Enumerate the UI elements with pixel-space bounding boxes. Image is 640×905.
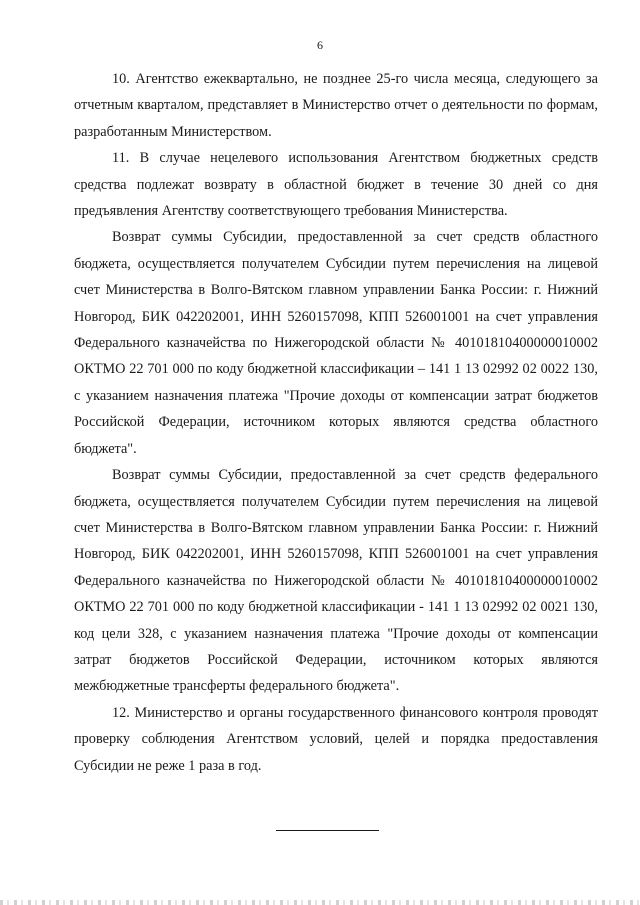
paragraph-11-misuse-return: 11. В случае нецелевого использования Агентством бюджетных средств средства подлежат возврату в областной бюджет в течение 30 дней со дня предъявления Агентству соответствующего требования Министерства. — [74, 150, 598, 220]
page-number: 6 — [317, 38, 323, 52]
end-separator-line — [276, 830, 379, 831]
scan-artifact-strip — [0, 900, 640, 905]
paragraph-federal-subsidy-return: Возврат суммы Субсидии, предоставленной за счет средств федерального бюджета, осуществляется получателем Субсидии путем перечисления на лицевой счет Министерства в Волго-Вятском главном управлении Банка России: г. Нижний Новгород, БИК 042202001, ИНН 5260157098, КПП 526001001 на счет управления Федерального казначейства по Нижегородской области № 40101810400000010002 ОКТМО 22 701 000 по коду бюджетной классификации - 141 1 13 02992 02 0021 130, код цели 328, с указанием назначения платежа "Прочие доходы от компенсации затрат бюджетов Российской Федерации, источником которых являются межбюджетные трансферты федерального бюджета". — [74, 467, 598, 695]
paragraph-12-inspection: 12. Министерство и органы государственного финансового контроля проводят проверку соблюдения Агентством условий, целей и порядка предоставления Субсидии не реже 1 раза в год. — [74, 704, 598, 774]
paragraph-regional-subsidy-return: Возврат суммы Субсидии, предоставленной за счет средств областного бюджета, осуществляется получателем Субсидии путем перечисления на лицевой счет Министерства в Волго-Вятском главном управлении Банка России: г. Нижний Новгород, БИК 042202001, ИНН 5260157098, КПП 526001001 на счет управления Федерального казначейства по Нижегородской области № 40101810400000010002 ОКТМО 22 701 000 по коду бюджетной классификации – 141 1 13 02992 02 0022 130, с указанием назначения платежа "Прочие доходы от компенсации затрат бюджетов Российской Федерации, источником которых являются средства областного бюджета". — [74, 229, 598, 457]
document-body — [74, 66, 598, 779]
paragraph-10-report: 10. Агентство ежеквартально, не позднее 25-го числа месяца, следующего за отчетным кварталом, представляет в Министерство отчет о деятельности по формам, разработанным Министерством. — [74, 71, 598, 140]
